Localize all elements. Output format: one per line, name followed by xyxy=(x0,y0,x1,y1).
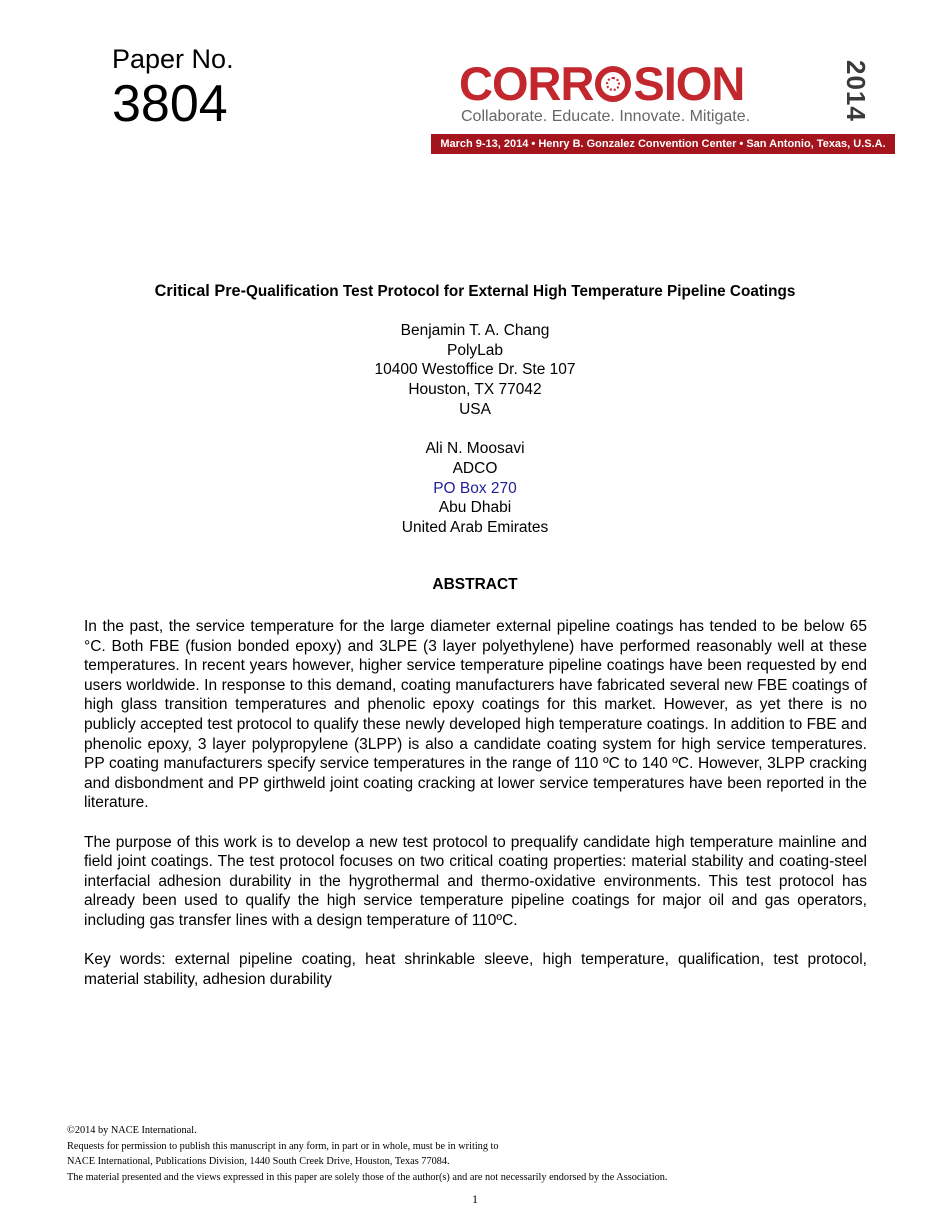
footer-line-1: ©2014 by NACE International. xyxy=(67,1125,197,1136)
logo-text-after: SION xyxy=(633,57,745,110)
abstract-paragraph-1: In the past, the service temperature for the large diameter external pipeline coatings has tended to be below 65 °C. Both FBE (fusion bonded epoxy) and 3LPE (3 layer polyethylene) have performed reasonably well at these temperatures. In recent years however, higher service temperature pipeline coatings have been requested by end users worldwide. In response to this demand, coating manufacturers have fabricated several new FBE coatings of high glass transition temperatures and phenolic epoxy coatings for this market. However, as yet there is no publicly accepted test protocol to qualify these newly developed high temperature coatings. In addition to FBE and phenolic epoxy, 3 layer polypropylene (3LPP) is also a candidate coating system for high service temperatures. PP coating manufacturers specify service temperatures in the range of 110 ºC to 140 ºC. However, 3LPP cracking and disbondment and PP girthweld joint coating cracking at lower service temperatures have been reported in the literature. xyxy=(84,618,867,812)
author-2-country: United Arab Emirates xyxy=(401,519,549,537)
author-2-name: Ali N. Moosavi xyxy=(425,440,525,458)
abstract-paragraph-2: The purpose of this work is to develop a new test protocol to prequalify candidate high temperature mainline and field joint coatings. The test protocol focuses on two critical coating properties: material stability and coating-steel interfacial adhesion durability in the hygrothermal and thermo-oxidative environments. This test protocol has already been used to qualify the high service temperature pipeline coatings for major oil and gas operators, including gas transfer lines with a design temperature of 110ºC. xyxy=(84,833,867,929)
conference-tagline: Collaborate. Educate. Innovate. Mitigate. xyxy=(461,108,751,125)
author-spacer xyxy=(200,420,750,440)
copyright-footer xyxy=(67,1123,887,1185)
paper-number: 3804 xyxy=(112,75,228,133)
footer-line-2: Requests for permission to publish this manuscript in any form, in part or in whole, must be in writing to xyxy=(67,1140,499,1152)
footer-line-3: NACE International, Publications Division, 1440 South Creek Drive, Houston, Texas 77084. xyxy=(67,1156,450,1167)
conference-event-bar: March 9-13, 2014 • Henry B. Gonzalez Convention Center • San Antonio, Texas, U.S.A. xyxy=(431,134,895,154)
author-1-name: Benjamin T. A. Chang xyxy=(400,322,550,339)
abstract-heading: ABSTRACT xyxy=(432,576,518,593)
footer-line-4: The material presented and the views expressed in this paper are solely those of the author(s) and are not necessarily endorsed by the Association. xyxy=(67,1171,668,1183)
logo-text-before: CORR xyxy=(459,57,594,110)
paper-label: Paper No. xyxy=(112,44,234,74)
conference-logo xyxy=(459,58,744,110)
page-number: 1 xyxy=(472,1192,478,1206)
paper-title xyxy=(60,282,890,301)
title-part-2: Qualification Test Protocol for External High Temperature Pipeline Coatings xyxy=(246,283,796,300)
author-2-org: ADCO xyxy=(452,459,498,477)
author-1-address-2: Houston, TX 77042 xyxy=(408,381,542,399)
author-2-address-2: Abu Dhabi xyxy=(438,499,512,517)
logo-year: 2014 xyxy=(841,60,871,122)
author-1-address-1: 10400 Westoffice Dr. Ste 107 xyxy=(374,361,576,379)
paper-number-block xyxy=(112,44,234,132)
keywords: Key words: external pipeline coating, heat shrinkable sleeve, high temperature, qualification, test protocol, material stability, adhesion durability xyxy=(84,951,867,988)
abstract-body xyxy=(84,617,867,1009)
author-1-country: USA xyxy=(459,400,491,418)
logo-year-wrap xyxy=(841,60,871,130)
globe-icon xyxy=(595,66,631,102)
author-1-org: PolyLab xyxy=(446,341,503,359)
conference-banner xyxy=(431,58,895,154)
author-2-address-1: PO Box 270 xyxy=(433,479,517,497)
title-part-1: Critical Pre- xyxy=(154,282,247,300)
author-block xyxy=(200,321,750,538)
